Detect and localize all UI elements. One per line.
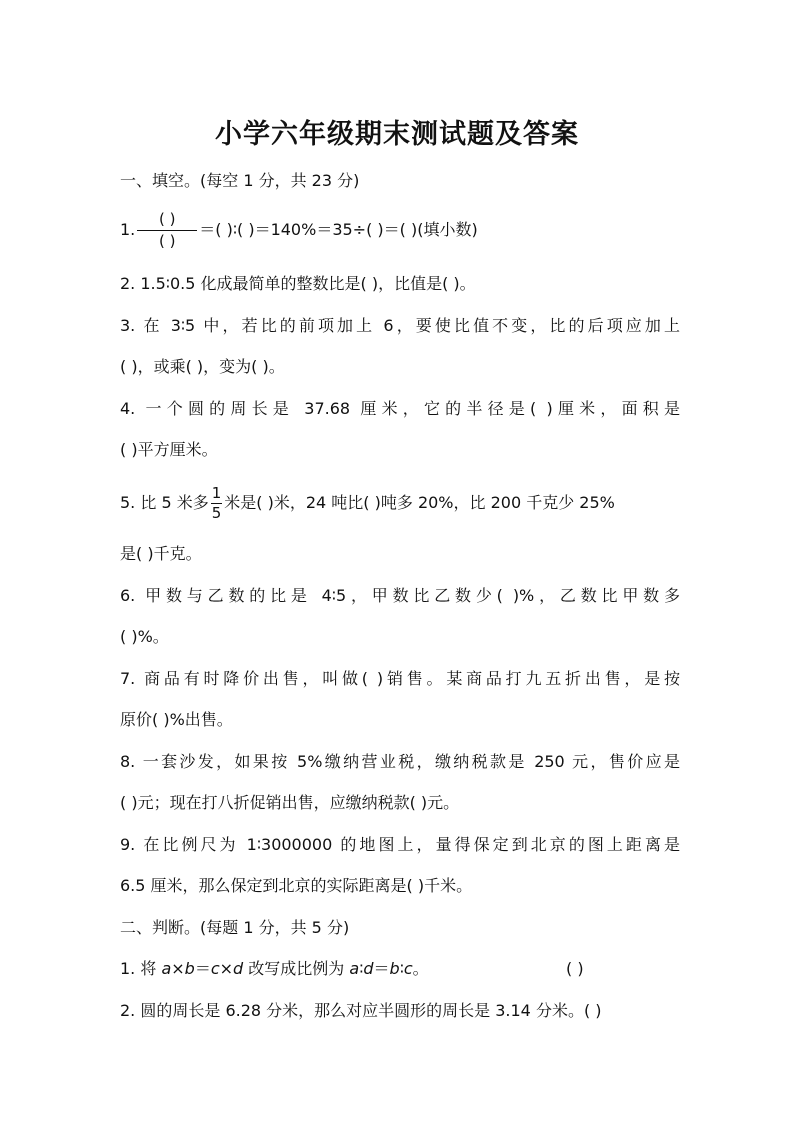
judgement-1-text: 改写成比例为	[243, 959, 350, 978]
question-3-line-1: 3. 在 3∶5 中，若比的前项加上 6，要使比值不变，比的后项应加上	[120, 316, 680, 335]
fraction-denominator: 5	[211, 504, 222, 522]
judgement-1	[120, 958, 680, 980]
question-2: 2. 1.5∶0.5 化成最简单的整数比是( )，比值是( )。	[120, 274, 476, 293]
question-9-line-1: 9. 在比例尺为 1∶3000000 的地图上，量得保定到北京的图上距离是	[120, 835, 680, 854]
judgement-2: 2. 圆的周长是 6.28 分米，那么对应半圆形的周长是 3.14 分米。( )	[120, 1001, 602, 1020]
ratio-sign: ∶	[359, 959, 364, 978]
variable-a: a	[349, 959, 360, 978]
question-4-line-1: 4. 一个圆的周长是 37.68 厘米，它的半径是( )厘米，面积是	[120, 399, 680, 418]
judgement-1-text: 1. 将	[120, 959, 162, 978]
question-1-text: ＝( )∶( )＝140%＝35÷( )＝( )(填小数)	[199, 220, 478, 239]
equals-sign: ＝	[373, 959, 390, 978]
question-5-line-2: 是( )千克。	[120, 544, 202, 563]
section-1-heading: 一、填空。(每空 1 分，共 23 分)	[120, 171, 360, 190]
question-5-text-b: 米是( )米，24 吨比( )吨多 20%，比 200 千克少 25%	[224, 493, 615, 512]
variable-b: b	[389, 959, 400, 978]
question-6-line-1: 6. 甲数与乙数的比是 4∶5，甲数比乙数少( )%，乙数比甲数多	[120, 586, 680, 605]
question-5-text-a: 5. 比 5 米多	[120, 493, 209, 512]
times-sign: ×	[219, 959, 234, 978]
page-title: 小学六年级期末测试题及答案	[215, 119, 579, 150]
question-8-line-1: 8. 一套沙发，如果按 5%缴纳营业税，缴纳税款是 250 元，售价应是	[120, 752, 680, 771]
question-4-line-2: ( )平方厘米。	[120, 440, 218, 459]
equals-sign: ＝	[194, 959, 211, 978]
fraction-numerator: 1	[211, 484, 222, 502]
fraction-numerator: ( )	[159, 210, 176, 228]
variable-a: a	[161, 959, 172, 978]
times-sign: ×	[171, 959, 185, 978]
fraction-denominator: ( )	[159, 232, 176, 250]
judgement-1-text: 。	[412, 959, 429, 978]
question-1	[120, 208, 680, 252]
question-7-line-2: 原价( )%出售。	[120, 710, 233, 729]
variable-d: d	[233, 959, 244, 978]
ratio-sign: ∶	[399, 959, 404, 978]
question-8-line-2: ( )元；现在打八折促销出售，应缴纳税款( )元。	[120, 793, 460, 812]
variable-d: d	[363, 959, 374, 978]
fraction-bar	[137, 230, 197, 231]
question-5-line-1	[120, 480, 680, 526]
question-3-line-2: ( )，或乘( )，变为( )。	[120, 357, 285, 376]
question-7-line-1: 7. 商品有时降价出售，叫做( )销售。某商品打九五折出售，是按	[120, 669, 680, 688]
variable-c: c	[403, 959, 413, 978]
question-9-line-2: 6.5 厘米，那么保定到北京的实际距离是( )千米。	[120, 876, 473, 895]
variable-b: b	[184, 959, 195, 978]
answer-parentheses: ( )	[566, 959, 584, 978]
section-2-heading: 二、判断。(每题 1 分，共 5 分)	[120, 918, 350, 937]
question-5-fraction	[211, 486, 223, 521]
question-1-number: 1.	[120, 220, 136, 239]
question-6-line-2: ( )%。	[120, 627, 169, 646]
question-1-fraction	[137, 212, 197, 249]
variable-c: c	[210, 959, 220, 978]
